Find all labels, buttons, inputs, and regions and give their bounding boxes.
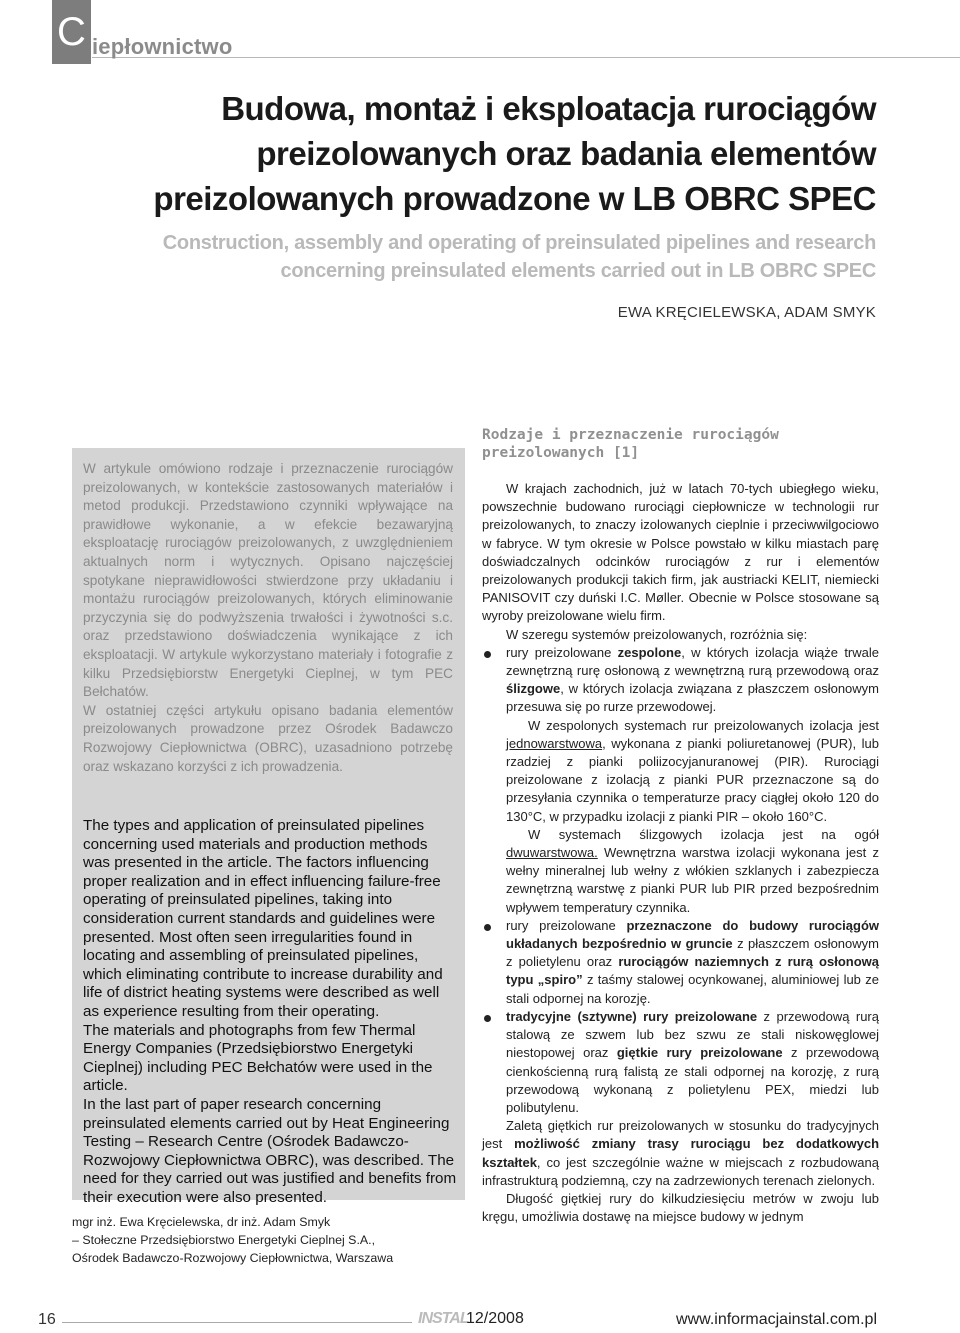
- underlined-term: jednowarstwowa: [506, 735, 603, 751]
- abstract-pl-paragraph: W artykule omówiono rodzaje i przeznaczenie rurociągów preizolowanych, w kontekście zastosowanych materiałów i metod produkcji. Przedstawiono czynniki wpływające na prawidłowe wykonanie, a w efekcie bezawaryjną eksploatację rurociągów preizolowanych, z uwzględnieniem aktualnych norm i wytycznych. Opisano najczęściej spotykane nieprawidłowości stwierdzone przy układaniu i montażu rurociągów preizolowanych, których eliminowanie przyczynia się do podwyższenia trwałości i żywotności s.c. oraz przedstawiono doświadczenia wynikające z ich eksploatacji. W artykule wykorzystano materiały i fotografie z kilku Przedsiębiorstw Energetyki Cieplnej, w tym PEC Bełchatów.: [83, 461, 453, 700]
- body-paragraph: [482, 1117, 879, 1190]
- abstract-pl-paragraph: W ostatniej części artykułu opisano badania elementów preizolowanych prowadzone przez Ośrodek Badawczo Rozwojowy Ciepłownictwa (OBRC), uzasadniono potrzebę oraz wskazano korzyści z ich prowadzenia.: [83, 702, 453, 774]
- issue-date: 12/2008: [466, 1310, 524, 1327]
- abstract-en-paragraph: The types and application of preinsulated pipelines concerning used materials and production methods was presented in the article. The factors influencing proper realization and in effect influencing failure-free operating of preinsulated pipelines, taking into consideration current standards and guidelines were presented. Most often seen irregularities found in locating and assembling of preinsulated pipelines, which eliminating contribute to increase durability and life of district heating systems were described as well as experience resulting from their operating.: [83, 817, 443, 1020]
- website-url: www.informacjainstal.com.pl: [676, 1311, 877, 1328]
- article-title: [76, 86, 876, 221]
- list-item: [482, 1008, 879, 1117]
- body-paragraph: W szeregu systemów preizolowanych, rozróżnia się:: [506, 626, 808, 642]
- text: Zaletą giętkich rur preizolowanych w stosunku do tradycyjnych jest: [482, 1118, 879, 1152]
- text: , w których izolacja wiąże trwale zewnętrzną rurę osłonową z wewnętrzną rurą przewodową oraz: [506, 644, 879, 679]
- text: W zespolonych systemach rur preizolowanych izolacja jest: [528, 717, 879, 733]
- section-name: iepłownictwo: [92, 34, 233, 59]
- text: z płaszczem osłonowym z polietylenu oraz: [506, 936, 879, 970]
- page-number: 16: [38, 1311, 56, 1328]
- text: z przewodową rurą stalową ze szwem lub bez szwu ze stali niskowęglowej niestopowej oraz: [506, 1008, 879, 1061]
- pipe-types-list: [482, 644, 879, 1117]
- text: W systemach ślizgowych izolacja jest na ogół: [528, 826, 879, 842]
- body-column: [482, 426, 879, 1226]
- abstract-en-paragraph: The materials and photographs from few Thermal Energy Companies (Przedsiębiorstwo Energetyki Cieplnej) including PEC Bełchatów were used in the article.: [83, 1021, 433, 1095]
- list-item: [482, 644, 879, 917]
- affiliation-line: – Stołeczne Przedsiębiorstwo Energetyki Cieplnej S.A.,: [72, 1233, 376, 1247]
- title-line: Budowa, montaż i eksploatacja rurociągów: [221, 90, 876, 127]
- bullet-icon: [484, 1015, 491, 1022]
- bold-term: rurociągów naziemnych z rurą osłonową typu „spiro”: [506, 954, 880, 988]
- article-subtitle: [56, 229, 876, 285]
- bullet-icon: [484, 924, 491, 931]
- title-line: preizolowanych oraz badania elementów: [256, 135, 876, 172]
- bold-term: przeznaczone do budowy rurociągów układanych bezpośrednio w gruncie: [506, 917, 879, 952]
- bold-term: ślizgowe: [506, 681, 561, 697]
- magazine-logo: INSTAL: [418, 1310, 469, 1327]
- text: z przewodową cienkościenną rurą falistą ze stali odpornej na korozję, z rurą przewodową wykonaną z polietylenu PEX, miedzi lub polibutylenu.: [506, 1045, 879, 1115]
- text: , wykonana z pianki poliuretanowej (PUR), lub rzadziej z pianki poliizocyjanuranowej (PIR). Rurociągi preizolowane z izolacją z pianki PUR przeznaczone są do przesyłania czynnika o temperaturze pracy ciągłej około 120 do 130°C, w przypadku izolacji z pianki PIR – około 160°C.: [506, 735, 879, 824]
- bold-term: zespolone: [617, 644, 682, 660]
- abstract-english: [83, 817, 458, 1207]
- bold-term: możliwość zmiany trasy rurociągu bez dodatkowych kształtek: [482, 1136, 880, 1170]
- bold-term: tradycyjne (sztywne) rury preizolowane: [506, 1008, 758, 1024]
- section-heading: Rodzaje i przeznaczenie rurociągów preizolowanych [1]: [482, 427, 779, 461]
- footer-rule: [62, 1322, 412, 1323]
- author-affiliation: [72, 1213, 393, 1267]
- affiliation-line: Ośrodek Badawczo-Rozwojowy Ciepłownictwa, Warszawa: [72, 1251, 394, 1265]
- text: , w których izolacja związana z płaszczem osłonowym przesuwa się po rurze przewodowej.: [506, 681, 879, 715]
- text: rury preizolowane: [506, 917, 627, 933]
- abstract-polish: [83, 460, 453, 776]
- list-item: [482, 917, 879, 1008]
- subtitle-line: Construction, assembly and operating of preinsulated pipelines and research: [162, 232, 876, 254]
- text: , co jest szczególnie ważne w miejscach z rozbudowaną infrastrukturą podziemną, czy na zadrzewionych terenach zielonych.: [482, 1154, 879, 1188]
- text: rury preizolowane: [506, 644, 618, 660]
- bullet-icon: [484, 651, 491, 658]
- body-paragraph: Długość giętkiej rury do kilkudziesięciu metrów w zwoju lub kręgu, umożliwia dostawę na miejsce budowy w jednym: [482, 1190, 879, 1225]
- authors: EWA KRĘCIELEWSKA, ADAM SMYK: [617, 304, 876, 321]
- text: z taśmy stalowej ocynkowanej, aluminiowej lub ze stali odpornej na korozję.: [506, 972, 880, 1006]
- text: Wewnętrzna warstwa izolacji wykonana jest z wełny mineralnej lub wełny z włókien szklanych i zabezpiecza zewnętrzną warstwę z pianki PUR lub PIR przed bezpośrednim wpływem temperatury czynnika.: [506, 845, 879, 915]
- underlined-term: dwuwarstwowa.: [506, 845, 598, 861]
- title-line: preizolowanych prowadzone w LB OBRC SPEC: [153, 180, 876, 217]
- body-paragraph: W krajach zachodnich, już w latach 70-tych ubiegłego wieku, powszechnie budowano rurociągi ciepłownicze w technologii rur preizolowanych, to znaczy izolowanych cieplnie i przeciwwilgociowo w fabryce. W tym okresie w Polsce powstało w kilku miastach parę doświadczalnych odcinków rurociągów z rur i elementów preizolowanych produkcji takich firm, jak austriacki KELIT, niemiecki PANISOVIT czy duński I.C. Møller. Obecnie w Polsce stosowane są wyroby preizolowane wielu firm.: [482, 481, 879, 624]
- affiliation-line: mgr inż. Ewa Kręcielewska, dr inż. Adam Smyk: [72, 1215, 331, 1229]
- section-initial: C: [52, 0, 91, 64]
- subtitle-line: concerning preinsulated elements carried out in LB OBRC SPEC: [280, 260, 876, 282]
- abstract-en-paragraph: In the last part of paper research concerning preinsulated elements carried out by Heat Engineering Testing – Research Centre (Ośrodek Badawczo-Rozwojowy Ciepłownictwa OBRC), was described. The need for they carried out was justified and benefits from their execution were also presented.: [83, 1095, 457, 1206]
- bold-term: giętkie rury preizolowane: [616, 1045, 783, 1061]
